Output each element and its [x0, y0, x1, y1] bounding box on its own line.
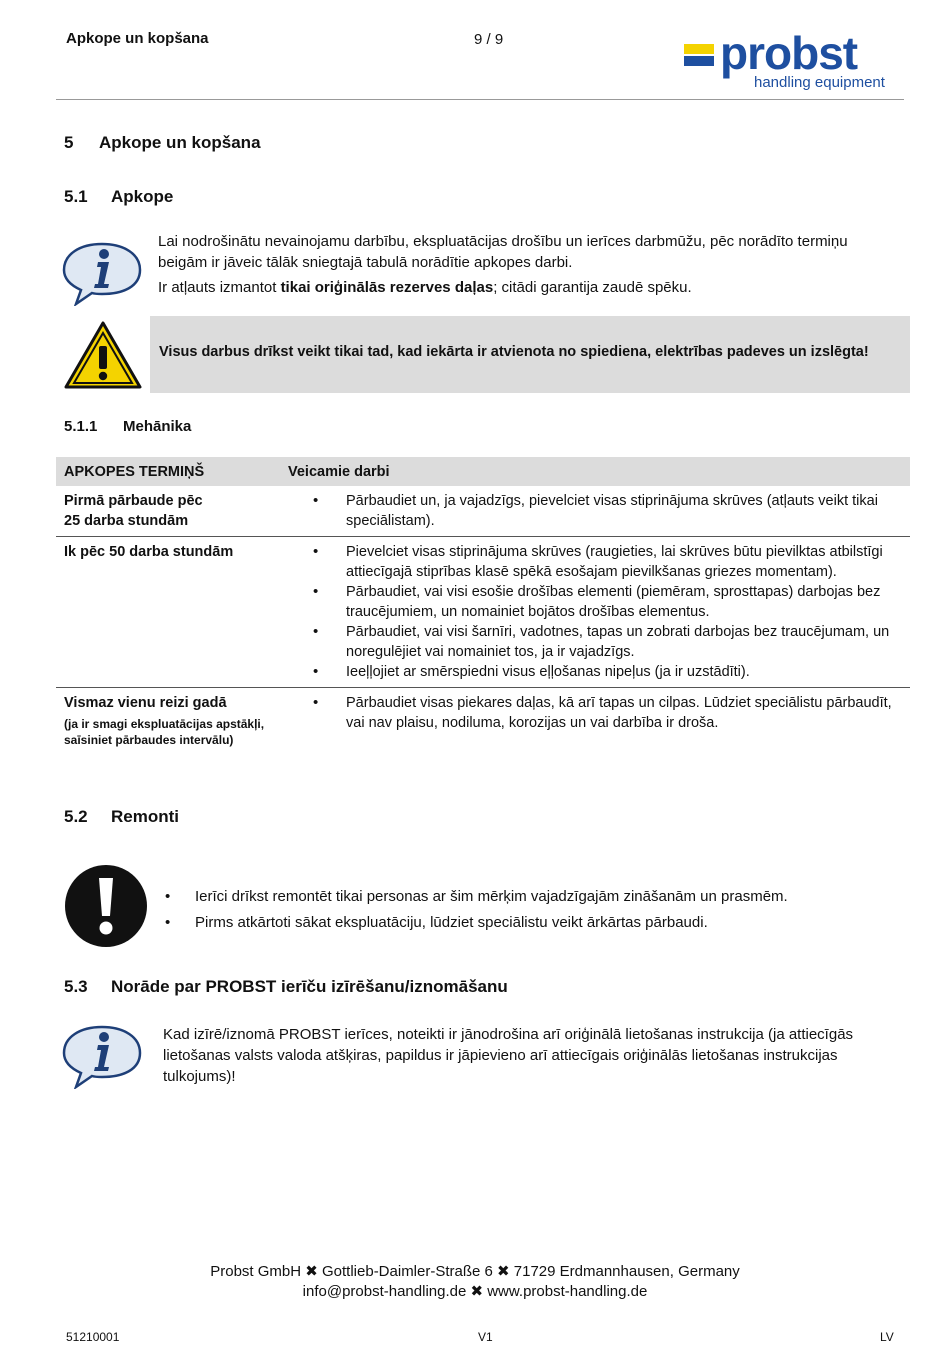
- task-item: • Pārbaudiet visas piekares daļas, kā arī tapas un cilpas. Lūdziet speciālistu pārbaudīt, vai nav plaisu, nodiluma, korozijas un vai darbība ir droša.: [346, 693, 902, 733]
- footer-address: Probst GmbH ✖ Gottlieb-Daimler-Straße 6 ✖ 71729 Erdmannhausen, Germany info@probst-handling.de ✖ www.probst-handling.de: [0, 1262, 950, 1302]
- term-cell: Ik pēc 50 darba stundām: [56, 537, 280, 688]
- tasks-cell: [280, 688, 910, 754]
- logo-subtitle: handling equipment: [754, 74, 885, 91]
- rental-note: Kad izīrē/iznomā PROBST ierīces, noteikti ir jānodrošina arī oriģinālā lietošanas instrukcija (ja attiecīgās lietošanas valsts valoda atšķiras, papildus ir jāpievieno arī attiecīgais oriģinālās lietošanas instrukcijas tulkojums)!: [163, 1026, 854, 1085]
- list-item: • Pirms atkārtoti sākat ekspluatāciju, lūdziet speciālistu veikt ārkārtas pārbaudi.: [165, 910, 788, 936]
- section-5-1-1-heading: 5.1.1 Mehānika: [64, 418, 192, 435]
- table-row: [56, 486, 910, 537]
- footer-contact: info@probst-handling.de ✖ www.probst-handling.de: [302, 1283, 648, 1300]
- version: V1: [478, 1330, 493, 1344]
- tasks-cell: [280, 537, 910, 688]
- task-item: • Pārbaudiet, vai visi esošie drošības elementi (piemēram, sprosttapas) darbojas bez traucējumiem, un nomainiet bojātos drošības elementus.: [346, 582, 902, 622]
- list-item: • Ierīci drīkst remontēt tikai personas ar šim mērķim vajadzīgajām zināšanām un prasmēm.: [165, 884, 788, 910]
- tasks-cell: [280, 486, 910, 537]
- section-5-3-heading: 5.3 Norāde par PROBST ierīču izīrēšanu/iznomāšanu: [64, 977, 508, 996]
- table-row: [56, 688, 910, 754]
- warning-box: [150, 316, 910, 393]
- info-paragraph: Lai nodrošinātu nevainojamu darbību, ekspluatācijas drošību un ierīces darbmūžu, pēc norādīto termiņu beigām ir jāveic tālāk sniegtajā tabulā norādītie apkopes darbi. Ir atļauts izmantot tikai oriģinālās rezerves daļas; citādi garantija zaudē spēku.: [158, 231, 898, 298]
- page-number: 9 / 9: [474, 31, 504, 48]
- spare-parts-note: Ir atļauts izmantot tikai oriģinālās rezerves daļas; citādi garantija zaudē spēku.: [158, 279, 692, 296]
- task-item: • Pārbaudiet, vai visi šarnīri, vadotnes, tapas un zobrati darbojas bez traucējumam, un noregulējiet vai nomainiet tos, ja ir vajadzīgs.: [346, 622, 902, 662]
- warning-text: Visus darbus drīkst veikt tikai tad, kad iekārta ir atvienota no spiediena, elektrības padeves un izslēgta!: [159, 344, 869, 360]
- term-cell: Vismaz vienu reizi gadā (ja ir smagi ekspluatācijas apstākļi, saīsiniet pārbaudes intervālu): [56, 688, 280, 754]
- exclamation-icon: [64, 864, 148, 948]
- term-cell: Pirmā pārbaude pēc 25 darba stundām: [64, 493, 203, 529]
- repair-list: [165, 884, 788, 936]
- document-number: 51210001: [66, 1330, 120, 1344]
- task-item: • Pārbaudiet un, ja vajadzīgs, pievelciet visas stiprinājuma skrūves (atļauts veikt tikai speciālistam).: [346, 491, 902, 531]
- warning-icon: [64, 320, 142, 390]
- logo-word: probst: [720, 27, 858, 79]
- column-header-term: APKOPES TERMIŅŠ: [56, 457, 280, 486]
- table-row: [56, 537, 910, 688]
- logo-mark: [684, 44, 714, 66]
- header-divider: [56, 99, 904, 100]
- task-item: • Ieeļļojiet ar smērspiedni visus eļļošanas nipeļus (ja ir uzstādīti).: [346, 662, 902, 682]
- header-title: Apkope un kopšana: [66, 30, 209, 47]
- task-item: • Pievelciet visas stiprinājuma skrūves (raugieties, lai skrūves būtu pievilktas atbilstīgi attiecīgajā stiprības klasē spēkā esošajam pievilkšanas griezes momentam).: [346, 542, 902, 582]
- info-icon: [62, 1023, 142, 1089]
- section-5-heading: 5 Apkope un kopšana: [64, 133, 261, 152]
- section-5-2-heading: 5.2 Remonti: [64, 807, 179, 826]
- info-icon: [62, 240, 142, 306]
- column-header-tasks: Veicamie darbi: [280, 457, 910, 486]
- term-note: (ja ir smagi ekspluatācijas apstākļi, saīsiniet pārbaudes intervālu): [64, 717, 265, 747]
- maintenance-table: [56, 457, 910, 753]
- section-5-1-heading: 5.1 Apkope: [64, 187, 174, 206]
- probst-logo: [684, 27, 894, 96]
- language-code: LV: [880, 1330, 894, 1344]
